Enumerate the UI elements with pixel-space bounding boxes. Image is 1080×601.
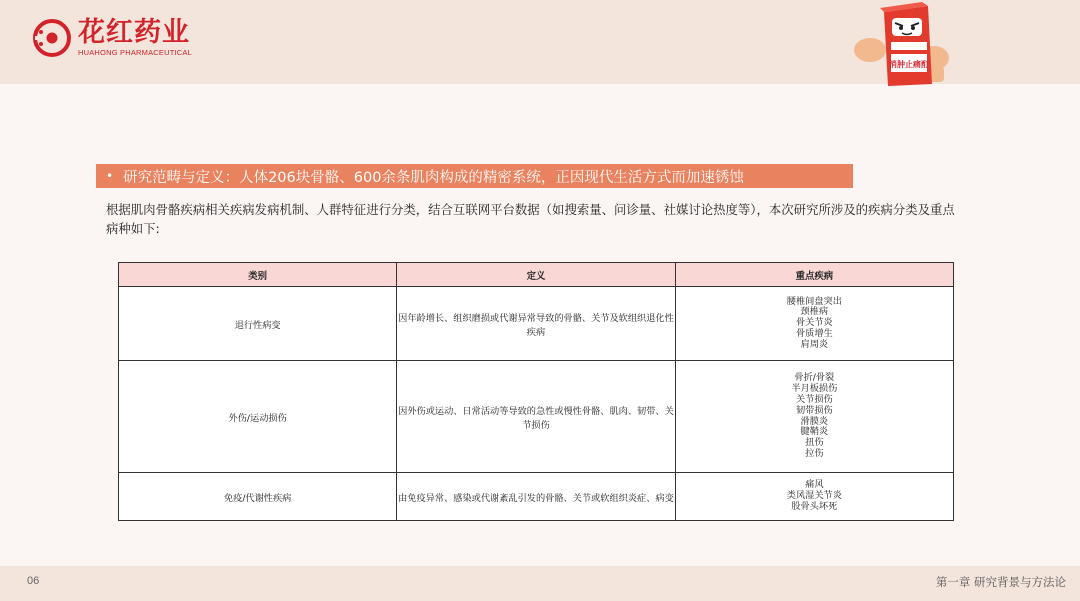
disease-item: 骨折/骨裂: [794, 372, 835, 384]
mascot-box-icon: [846, 2, 956, 88]
table-row: [119, 361, 954, 473]
footer-band: [0, 566, 1080, 601]
disease-item: 痛风: [805, 479, 824, 491]
disease-item: 骨质增生: [795, 327, 833, 339]
disease-item: 腰椎间盘突出: [786, 295, 842, 307]
disease-item: 骨关节炎: [795, 317, 833, 329]
row-definition: 因外伤或运动、日常活动等导致的急性或慢性骨骼、肌肉、韧带、关节损伤: [397, 361, 675, 473]
logo-name-en: HUAHONG PHARMACEUTICAL: [78, 48, 192, 57]
disease-item: 半月板损伤: [791, 383, 838, 395]
row-key-diseases: [675, 287, 953, 361]
disease-item: 颈椎病: [800, 306, 829, 318]
header-definition: 定义: [397, 263, 675, 287]
table-header-row: [119, 263, 954, 287]
disease-item: 韧带损伤: [795, 404, 833, 416]
row-category: 外伤/运动损伤: [119, 361, 397, 473]
company-logo[interactable]: [32, 18, 192, 58]
disease-item: 拉伤: [805, 447, 824, 459]
mascot-label: 消肿止痛酊: [889, 60, 929, 69]
disease-item: 肩周炎: [800, 338, 829, 350]
row-definition: 因年龄增长、组织磨损或代谢异常导致的骨骼、关节及软组织退化性疾病: [397, 287, 675, 361]
disease-item: 关节损伤: [795, 393, 833, 405]
row-category: 免疫/代谢性疾病: [119, 473, 397, 521]
row-key-diseases: [675, 473, 953, 521]
disease-classification-table: [118, 262, 954, 521]
row-category: 退行性病变: [119, 287, 397, 361]
section-title: 研究范畴与定义：人体206块骨骼、600余条肌肉构成的精密系统，正因现代生活方式而加速锈蚀: [123, 169, 744, 186]
row-key-diseases: [675, 361, 953, 473]
disease-item: 类风湿关节炎: [786, 490, 842, 502]
disease-item: 腱鞘炎: [800, 426, 829, 438]
section-bullet: •: [106, 169, 114, 183]
table-row: [119, 473, 954, 521]
logo-mark-icon: [32, 18, 72, 58]
section-title-bar: [96, 164, 853, 188]
disease-item: 股骨头坏死: [791, 500, 838, 512]
row-definition: 由免疫异常、感染或代谢紊乱引发的骨骼、关节或软组织炎症、病变: [397, 473, 675, 521]
disease-item: 扭伤: [805, 437, 824, 449]
logo-name-cn: 花红药业: [78, 17, 190, 48]
header-category: 类别: [119, 263, 397, 287]
disease-item: 滑膜炎: [800, 415, 829, 427]
page-number: 06: [27, 575, 40, 587]
table-row: [119, 287, 954, 361]
header-key-diseases: 重点疾病: [675, 263, 953, 287]
intro-paragraph: 根据肌肉骨骼疾病相关疾病发病机制、人群特征进行分类，结合互联网平台数据（如搜索量、问诊量、社媒讨论热度等），本次研究所涉及的疾病分类及重点病种如下:: [106, 202, 955, 236]
chapter-label: 第一章 研究背景与方法论: [935, 575, 1066, 589]
